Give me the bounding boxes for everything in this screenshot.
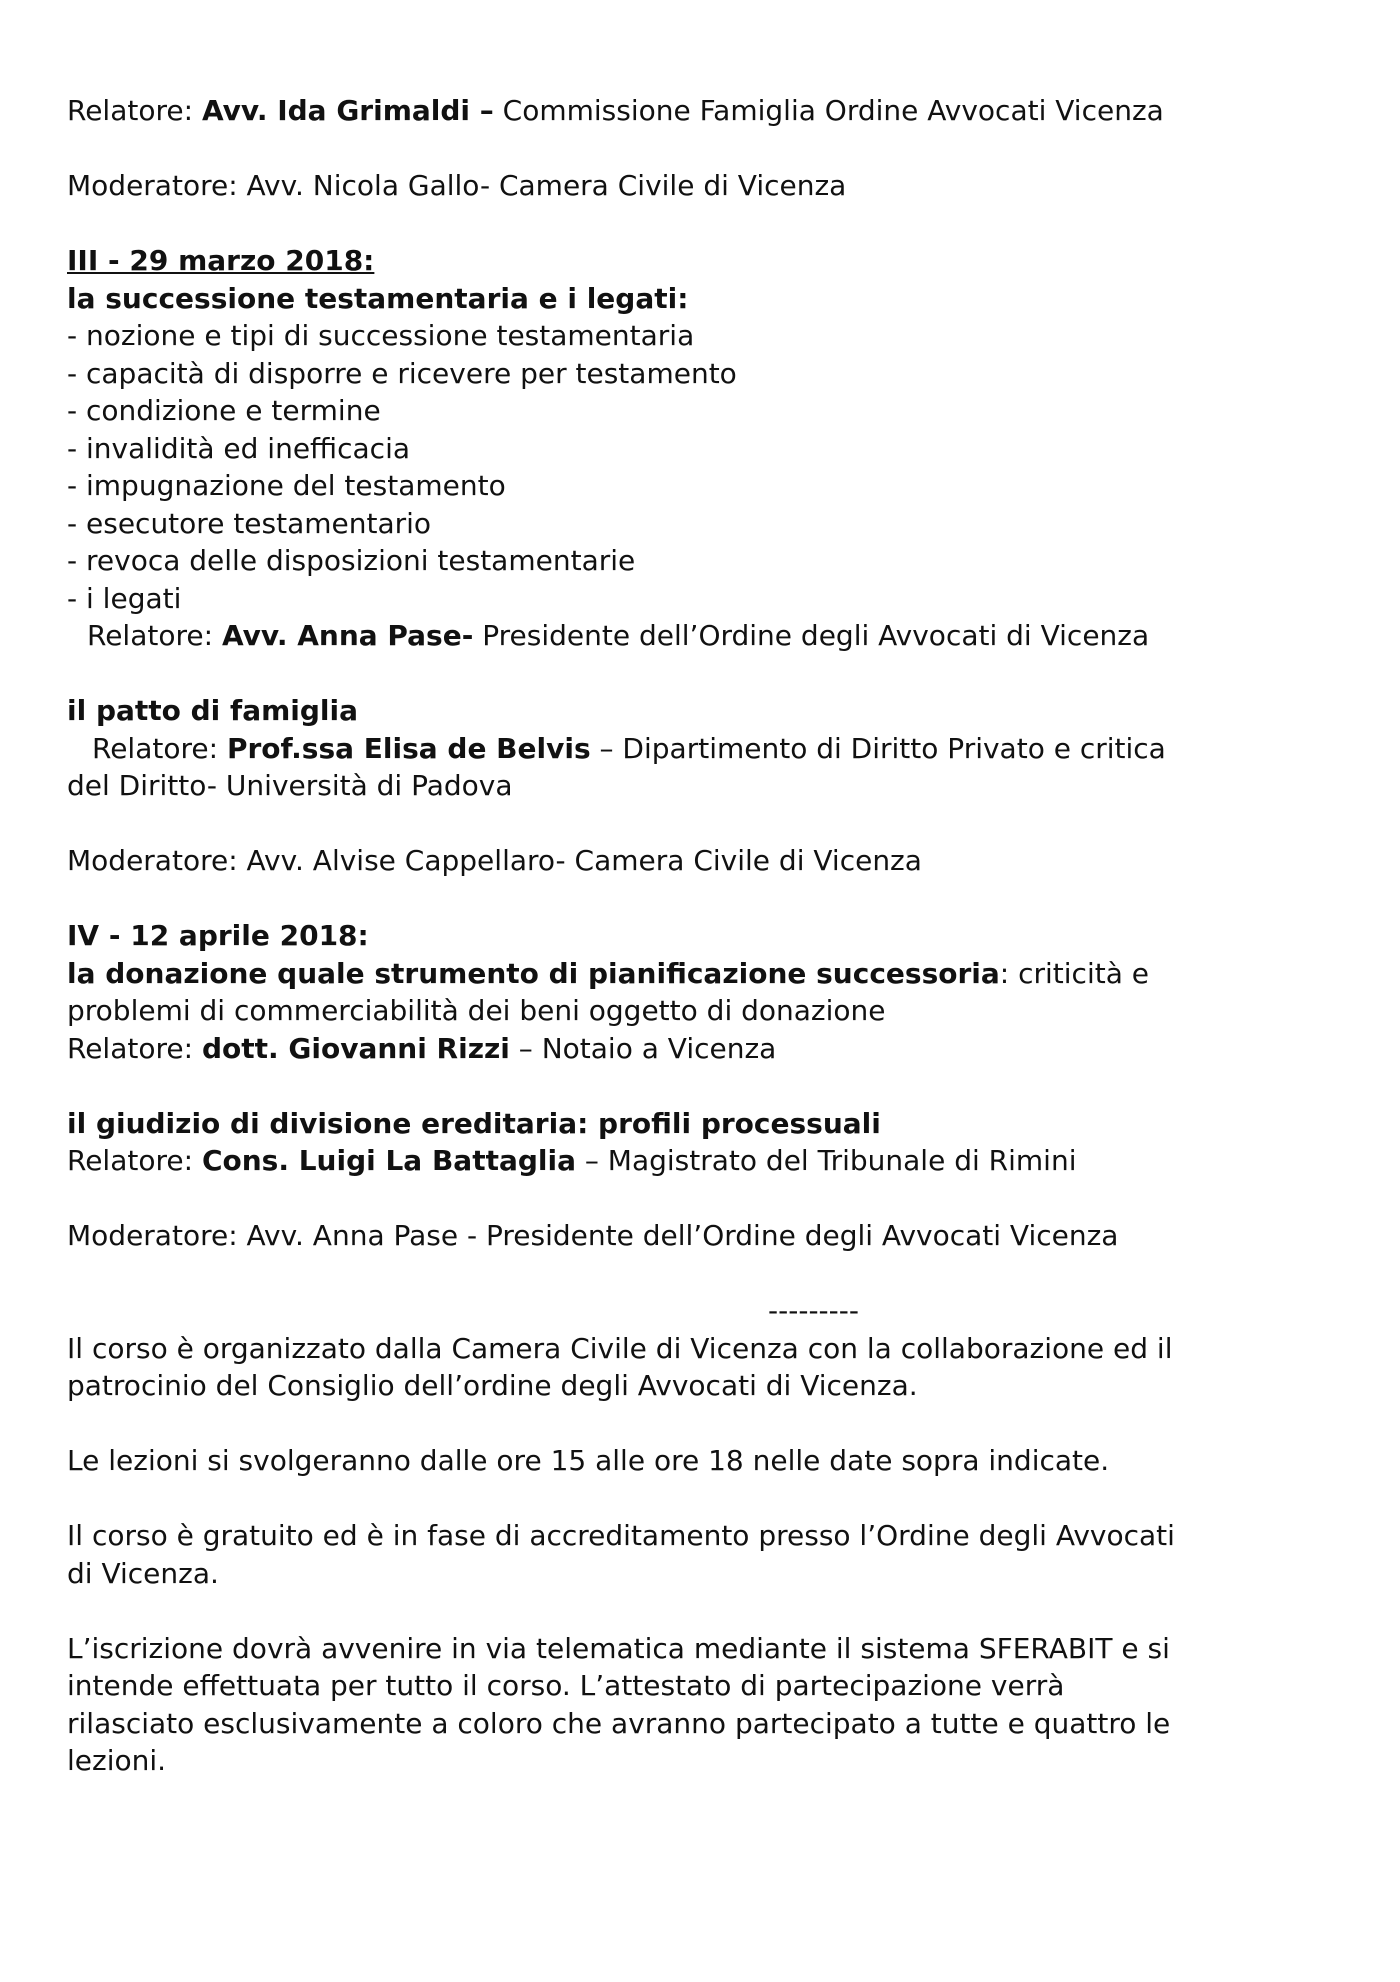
info-paragraph-4-cont: lezioni. bbox=[67, 1744, 167, 1777]
list-item: - condizione e termine bbox=[67, 394, 381, 427]
session2-moderator: Moderatore: Avv. Nicola Gallo- Camera Civile di Vicenza bbox=[67, 169, 847, 202]
info-paragraph-1: Il corso è organizzato dalla Camera Civile di Vicenza con la collaborazione ed il bbox=[67, 1331, 1173, 1365]
speaker-name: Avv. Anna Pase- bbox=[221, 619, 474, 652]
info-paragraph-2: Le lezioni si svolgeranno dalle ore 15 alle ore 18 nelle date sopra indicate. bbox=[67, 1444, 1110, 1477]
session3-topic: la successione testamentaria e i legati: bbox=[67, 281, 689, 315]
session3-speaker: Relatore: Avv. Anna Pase- Presidente dell’Ordine degli Avvocati di Vicenza bbox=[87, 619, 1150, 652]
info-paragraph-4-cont: intende effettuata per tutto il corso. L’attestato di partecipazione verrà bbox=[67, 1669, 1065, 1702]
speaker-name: Cons. Luigi La Battaglia bbox=[201, 1144, 576, 1177]
list-item: - invalidità ed inefficacia bbox=[67, 431, 411, 465]
session4-topic: la donazione quale strumento di pianificazione successoria: criticità e bbox=[67, 956, 1149, 990]
session4-date: IV - 12 aprile 2018: bbox=[67, 919, 369, 952]
info-paragraph-3-cont: di Vicenza. bbox=[67, 1556, 219, 1590]
list-item: - i legati bbox=[67, 581, 182, 615]
list-item: - nozione e tipi di successione testamentaria bbox=[67, 319, 695, 352]
session3-speaker2: Relatore: Prof.ssa Elisa de Belvis – Dipartimento di Diritto Privato e critica bbox=[92, 731, 1166, 765]
list-item: - revoca delle disposizioni testamentarie bbox=[67, 544, 636, 577]
list-item: - capacità di disporre e ricevere per testamento bbox=[67, 356, 737, 390]
speaker-name: Avv. Ida Grimaldi – bbox=[201, 94, 494, 127]
session4-topic-cont: problemi di commerciabilità dei beni oggetto di donazione bbox=[67, 994, 886, 1027]
speaker-name: Prof.ssa Elisa de Belvis bbox=[226, 731, 591, 765]
info-paragraph-3: Il corso è gratuito ed è in fase di accreditamento presso l’Ordine degli Avvocati bbox=[67, 1519, 1175, 1552]
session4-moderator: Moderatore: Avv. Anna Pase - Presidente dell’Ordine degli Avvocati Vicenza bbox=[67, 1219, 1119, 1252]
list-item: - esecutore testamentario bbox=[67, 506, 432, 540]
info-paragraph-4-cont: rilasciato esclusivamente a coloro che avranno partecipato a tutte e quattro le bbox=[67, 1706, 1171, 1740]
separator: --------- bbox=[768, 1294, 859, 1327]
session2-speaker: Relatore: Avv. Ida Grimaldi – Commissione Famiglia Ordine Avvocati Vicenza bbox=[67, 94, 1164, 127]
session3-speaker2-affil-cont: del Diritto- Università di Padova bbox=[67, 769, 513, 802]
session3-moderator: Moderatore: Avv. Alvise Cappellaro- Camera Civile di Vicenza bbox=[67, 844, 922, 877]
session3-topic2: il patto di famiglia bbox=[67, 694, 359, 727]
list-item: - impugnazione del testamento bbox=[67, 469, 506, 502]
info-paragraph-4: L’iscrizione dovrà avvenire in via telematica mediante il sistema SFERABIT e si bbox=[67, 1631, 1170, 1665]
info-paragraph-1-cont: patrocinio del Consiglio dell’ordine degli Avvocati di Vicenza. bbox=[67, 1369, 918, 1402]
speaker-name: dott. Giovanni Rizzi bbox=[201, 1031, 510, 1065]
session4-topic2: il giudizio di divisione ereditaria: profili processuali bbox=[67, 1106, 881, 1140]
session3-date: III - 29 marzo 2018: bbox=[67, 244, 375, 277]
session4-speaker: Relatore: dott. Giovanni Rizzi – Notaio a Vicenza bbox=[67, 1031, 777, 1065]
session4-speaker2: Relatore: Cons. Luigi La Battaglia – Magistrato del Tribunale di Rimini bbox=[67, 1144, 1077, 1177]
